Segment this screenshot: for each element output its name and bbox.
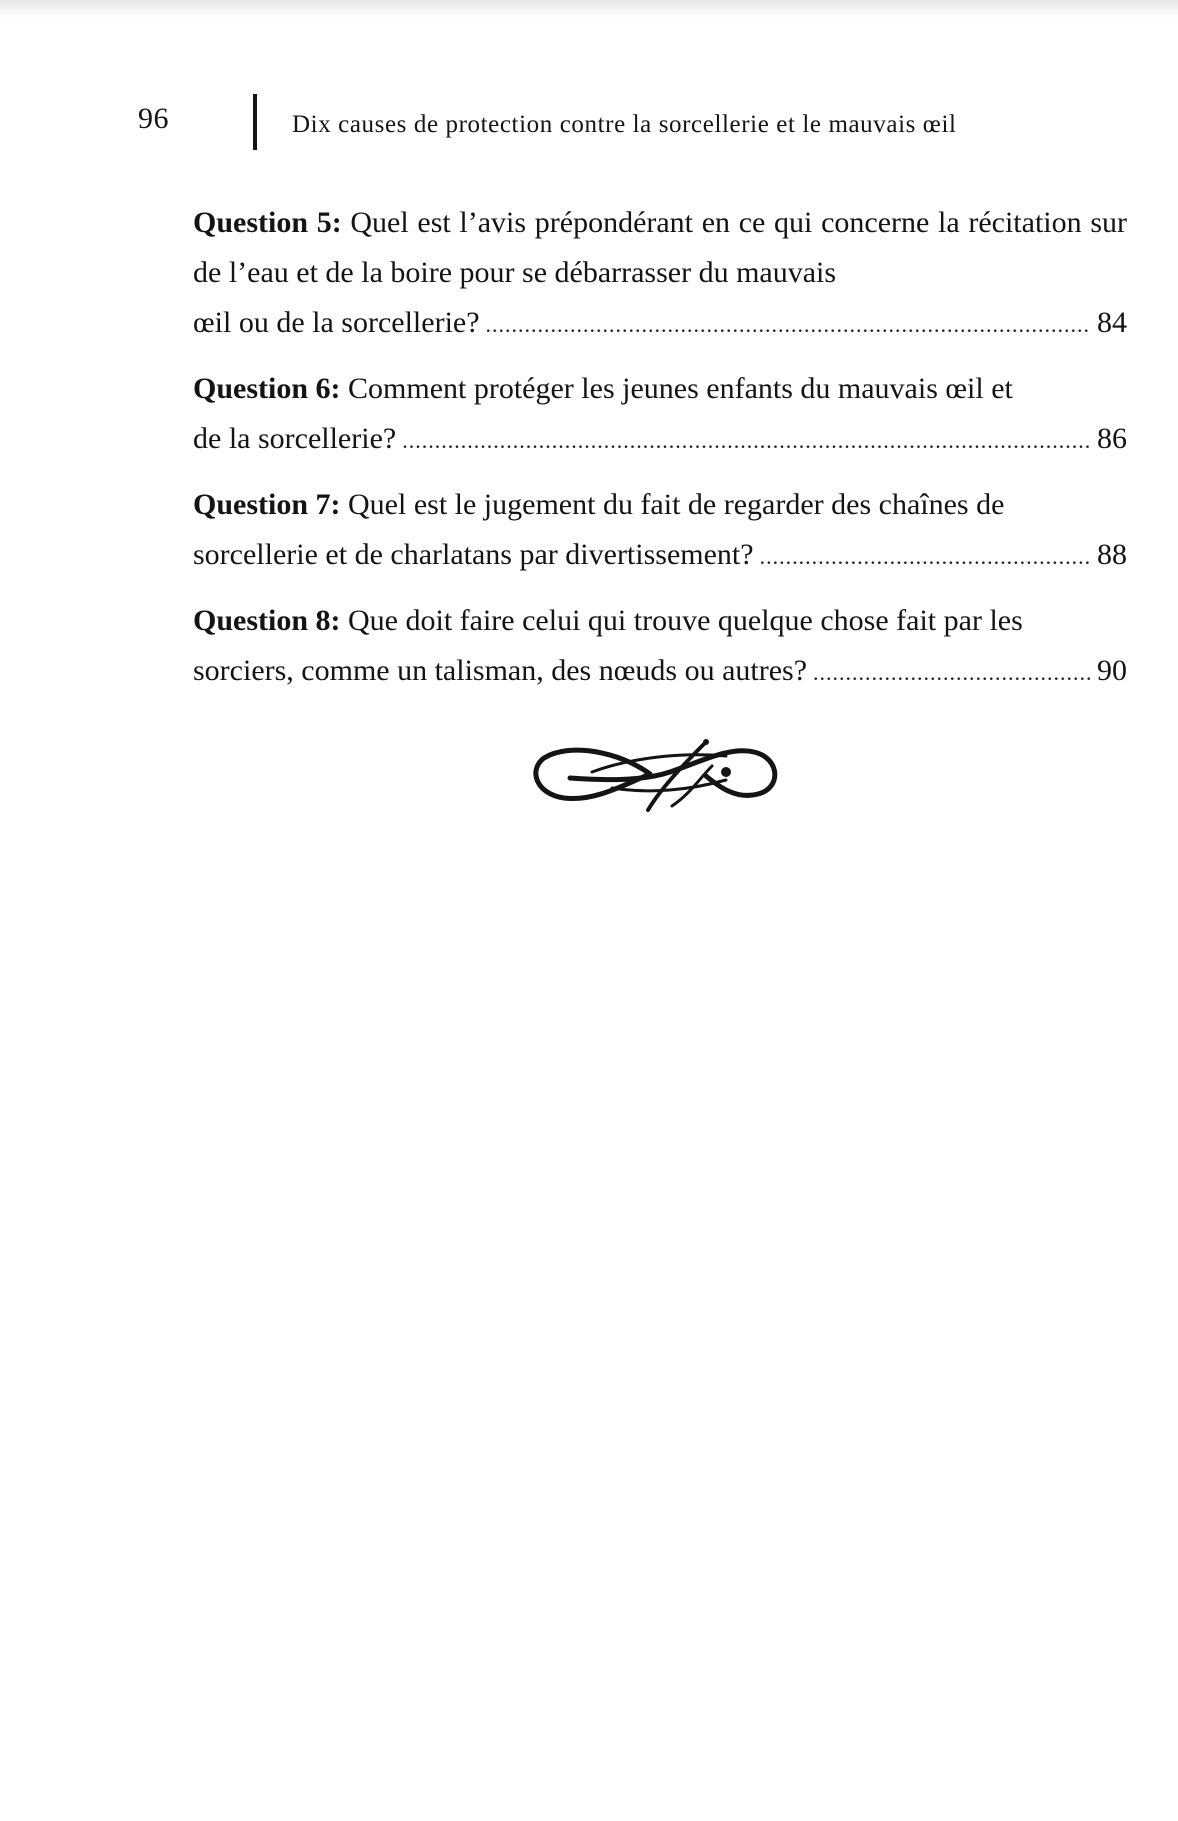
toc-entry-label: Question 7:: [193, 488, 341, 521]
toc-entry-leader-line: [193, 530, 1127, 582]
toc-entry-question-6[interactable]: [193, 364, 1127, 466]
toc-entry-page-number: 88: [1097, 538, 1127, 571]
toc-entry-label: Question 6:: [193, 372, 341, 405]
toc-entry-question-7[interactable]: [193, 480, 1127, 582]
flourish-ornament-icon: [530, 728, 784, 814]
toc-entry-text-end: sorcellerie et de charlatans par divertissement?: [193, 538, 754, 571]
toc-entry-text: Que doit faire celui qui trouve quelque chose fait par les: [340, 604, 1023, 637]
table-of-contents: [193, 198, 1127, 712]
toc-entry-label: Question 5:: [193, 206, 342, 239]
toc-entry-leader-line: [193, 414, 1127, 466]
toc-entry-label: Question 8:: [193, 604, 341, 637]
header-divider: [253, 94, 257, 150]
dot-leader: [813, 648, 1091, 698]
toc-entry-leader-line: [193, 646, 1127, 698]
toc-entry-text: Quel est le jugement du fait de regarder des chaînes de: [340, 488, 1005, 521]
toc-entry-page-number: 90: [1097, 654, 1127, 687]
page-header: [0, 0, 1178, 160]
page-number: 96: [138, 102, 169, 135]
toc-entry-page-number: 86: [1097, 422, 1127, 455]
toc-entry-question-5[interactable]: [193, 198, 1127, 350]
toc-entry-text-end: œil ou de la sorcellerie?: [193, 306, 480, 339]
dot-leader: [486, 300, 1091, 350]
dot-leader: [760, 532, 1091, 582]
running-title: Dix causes de protection contre la sorcellerie et le mauvais œil: [292, 111, 957, 138]
toc-entry-page-number: 84: [1097, 306, 1127, 339]
toc-entry-question-8[interactable]: [193, 596, 1127, 698]
toc-entry-text-end: de la sorcellerie?: [193, 422, 397, 455]
toc-entry-text: Comment protéger les jeunes enfants du mauvais œil et: [340, 372, 1013, 405]
toc-entry-leader-line: [193, 298, 1127, 350]
dot-leader: [402, 416, 1091, 466]
toc-entry-text: Quel est l’avis prépondérant en ce qui concerne la récitation sur de l’eau et de la boire pour se débarrasser du mauvais: [193, 206, 1127, 289]
toc-entry-text-end: sorciers, comme un talisman, des nœuds ou autres?: [193, 654, 808, 687]
